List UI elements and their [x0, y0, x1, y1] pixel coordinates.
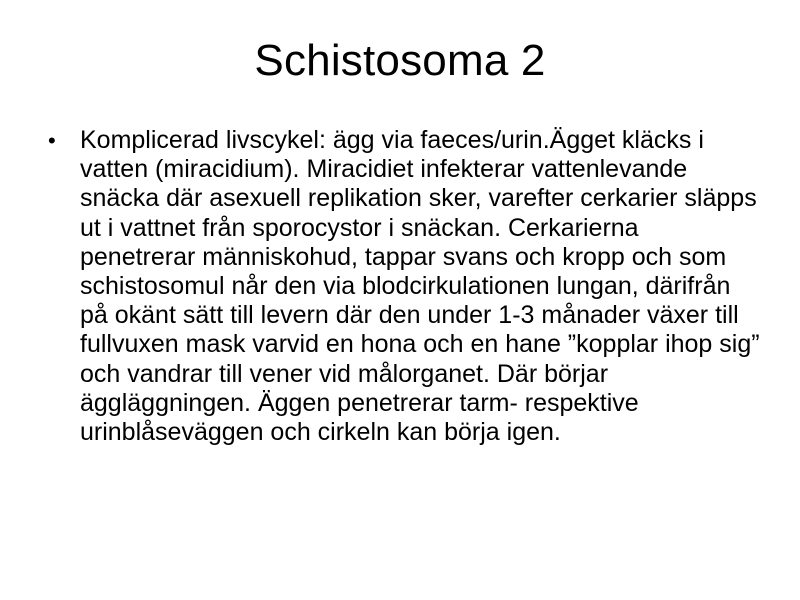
bullet-item [48, 126, 760, 447]
slide-title: Schistosoma 2 [254, 36, 546, 85]
bullet-list [48, 126, 760, 447]
bullet-icon: • [48, 128, 56, 153]
bullet-text: Komplicerad livscykel: ägg via faeces/urin.Ägget kläcks i vatten (miracidium). Miracidiet infekterar vattenlevande snäcka där asexuell replikation sker, varefter cerkarier släpps ut i vattnet från sporocystor i snäckan. Cerkarierna penetrerar människohud, tappar svans och kropp och som schistosomul når den via blodcirkulationen lungan, därifrån på okänt sätt till levern där den under 1-3 månader växer till fullvuxen mask varvid en hona och en hane ”kopplar ihop sig” och vandrar till vener vid målorganet. Där börjar äggläggningen. Äggen penetrerar tarm- respektive urinblåseväggen och cirkeln kan börja igen. [80, 126, 760, 447]
